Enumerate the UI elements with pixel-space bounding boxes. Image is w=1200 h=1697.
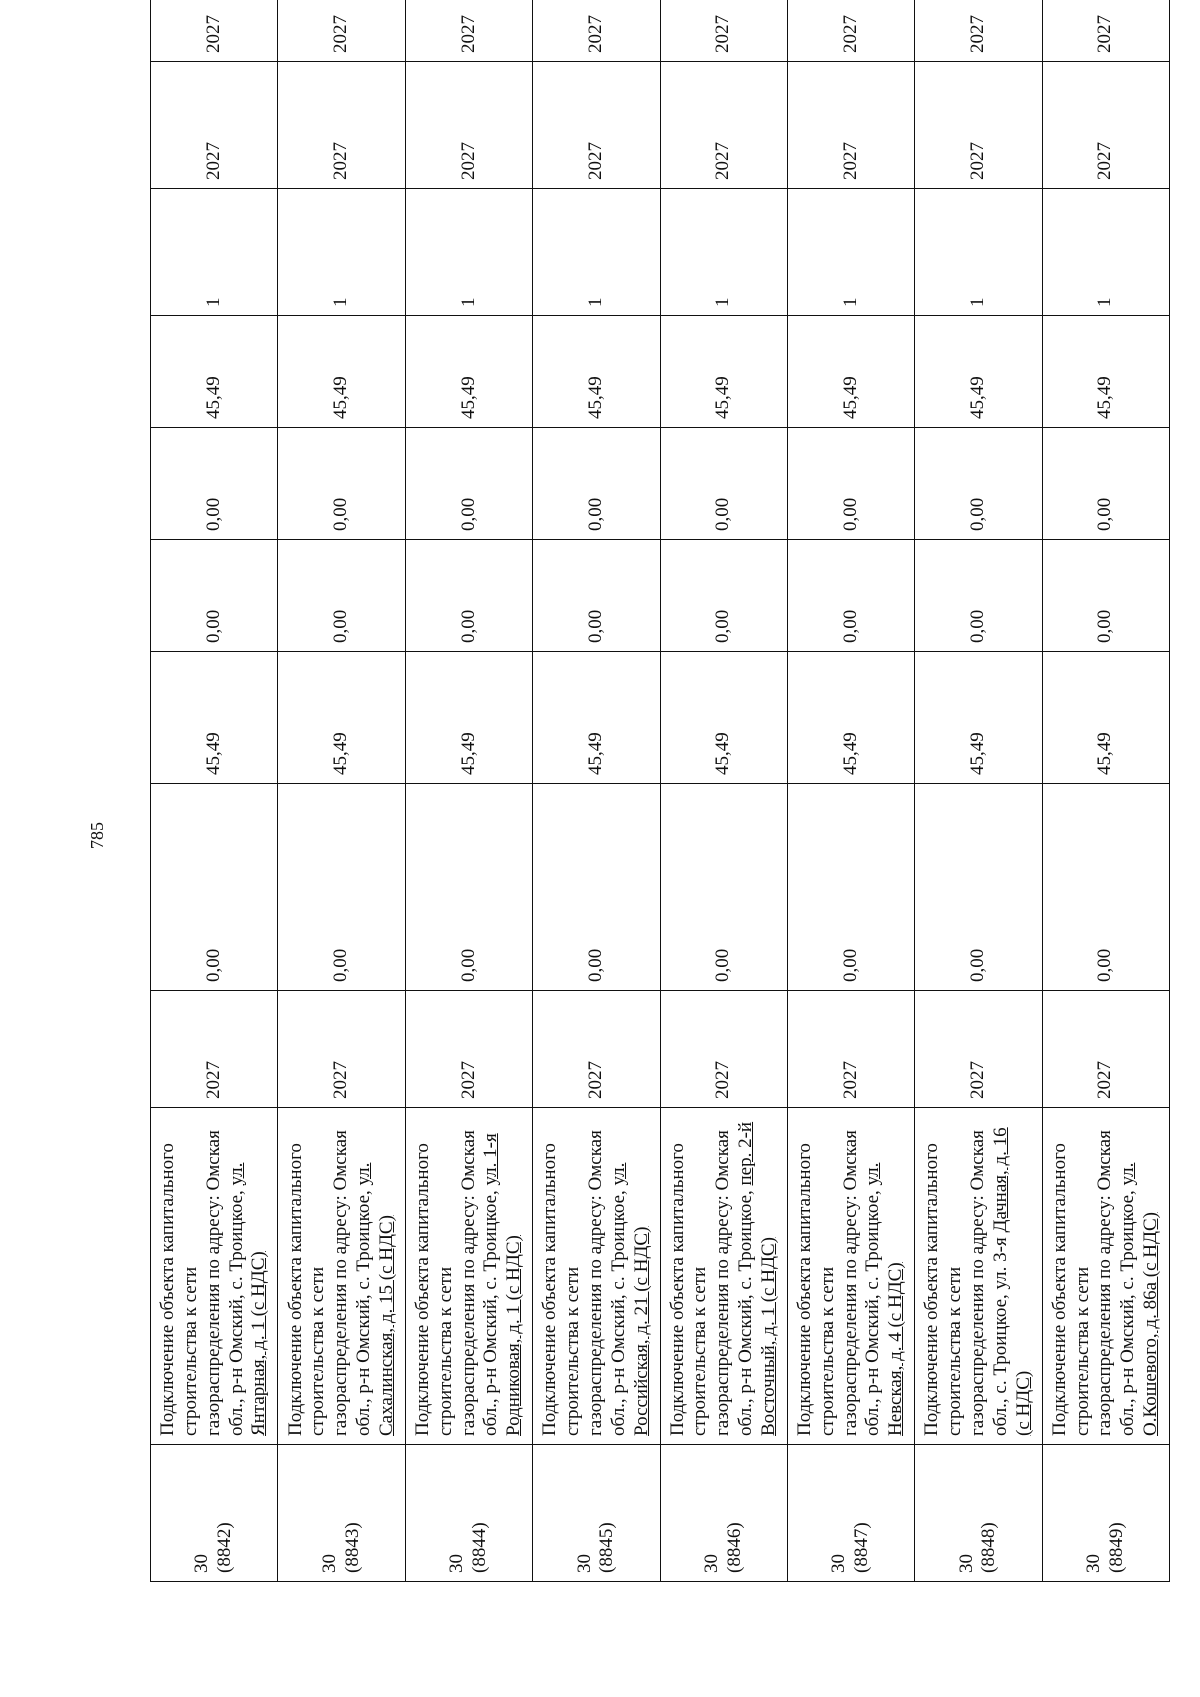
value-cell-5: 45,49 [915,316,1042,428]
description-address-line: ул. Российская, д. 21 (с НДС) [607,1162,652,1436]
year-cell-3: 2027 [915,0,1042,62]
value-cell-2: 45,49 [787,652,914,784]
table-row [278,0,405,1582]
row-code: (8843) [341,1522,363,1573]
row-id-cell [405,1445,532,1582]
year-cell-2: 2027 [405,62,532,189]
count-cell: 1 [533,189,660,316]
value-cell-4: 0,00 [151,428,278,540]
year-cell-2: 2027 [915,62,1042,189]
year-cell-2: 2027 [1042,62,1169,189]
description-text: Подключение объекта капитального строительства к сети газораспределения по адресу: Омская обл., р-н Омский, с. Троицкое, [411,1130,502,1436]
row-id-cell [915,1445,1042,1582]
row-description-cell [787,1108,914,1445]
row-id-cell [278,1445,405,1582]
row-description-cell [1042,1108,1169,1445]
value-cell-3: 0,00 [405,540,532,652]
row-description-cell [278,1108,405,1445]
row-code: (8846) [723,1522,745,1573]
table-row [915,0,1042,1582]
value-cell-3: 0,00 [660,540,787,652]
table-row [787,0,914,1582]
value-cell-2: 45,49 [1042,652,1169,784]
description-text: Подключение объекта капитального строительства к сети газораспределения по адресу: Омская обл., р-н Омский, с. Троицкое, [157,1130,247,1436]
row-code: (8844) [468,1522,490,1573]
description-address-line: пер. 2-й Восточный, д. 1 (с НДС) [735,1121,779,1436]
value-cell-5: 45,49 [787,316,914,428]
row-description-cell [151,1108,278,1445]
value-cell-1: 0,00 [787,784,914,991]
year-cell-3: 2027 [787,0,914,62]
row-code: (8845) [596,1522,618,1573]
row-id: 30 [955,1554,977,1573]
value-cell-1: 0,00 [915,784,1042,991]
year-cell-2: 2027 [533,62,660,189]
row-id-cell [660,1445,787,1582]
row-description-cell [405,1108,532,1445]
value-cell-2: 45,49 [660,652,787,784]
description-address-line: Дачная, д. 16 (с НДС) [989,1127,1034,1436]
count-cell: 1 [915,189,1042,316]
year-cell-2: 2027 [278,62,405,189]
value-cell-2: 45,49 [405,652,532,784]
page-number: 785 [87,822,107,849]
count-cell: 1 [278,189,405,316]
row-year-cell: 2027 [151,991,278,1108]
year-cell-2: 2027 [660,62,787,189]
description-address-line: ул. Сахалинская, д. 15 (с НДС) [352,1162,397,1436]
value-cell-1: 0,00 [278,784,405,991]
value-cell-4: 0,00 [533,428,660,540]
count-cell: 1 [1042,189,1169,316]
description-address-line: ул. О.Кошевого, д. 86а (с НДС) [1117,1162,1161,1436]
value-cell-3: 0,00 [1042,540,1169,652]
row-id: 30 [573,1554,595,1573]
rotated-table-container [150,15,1170,1582]
row-id: 30 [318,1554,340,1573]
row-description-cell [915,1108,1042,1445]
row-id: 30 [1083,1554,1105,1573]
description-text: Подключение объекта капитального строительства к сети газораспределения по адресу: Омская обл., р-н Омский, с. Троицкое, [539,1130,629,1436]
row-description-cell [660,1108,787,1445]
description-address-line: ул. Янтарная, д. 1 (с НДС) [225,1162,270,1436]
year-cell-3: 2027 [533,0,660,62]
description-text: Подключение объекта капитального строительства к сети газораспределения по адресу: Омская обл., р-н Омский, с. Троицкое, [794,1130,884,1436]
value-cell-1: 0,00 [1042,784,1169,991]
investment-table [150,0,1170,1582]
value-cell-4: 0,00 [278,428,405,540]
value-cell-3: 0,00 [151,540,278,652]
value-cell-5: 45,49 [1042,316,1169,428]
year-cell-3: 2027 [1042,0,1169,62]
year-cell-2: 2027 [151,62,278,189]
row-description-cell [533,1108,660,1445]
value-cell-2: 45,49 [278,652,405,784]
table-row [405,0,532,1582]
count-cell: 1 [151,189,278,316]
row-year-cell: 2027 [533,991,660,1108]
value-cell-5: 45,49 [151,316,278,428]
description-text: Подключение объекта капитального строительства к сети газораспределения по адресу: Омская обл., р-н Омский, с. Троицкое, [1048,1130,1139,1436]
value-cell-4: 0,00 [1042,428,1169,540]
description-address-line: ул. Невская, д. 4 (с НДС) [862,1162,907,1436]
row-id: 30 [446,1554,468,1573]
description-text: Подключение объекта капитального строительства к сети газораспределения по адресу: Омская обл., р-н Омский, с. Троицкое, [666,1130,757,1436]
value-cell-1: 0,00 [660,784,787,991]
value-cell-3: 0,00 [915,540,1042,652]
table-row [1042,0,1169,1582]
year-cell-3: 2027 [151,0,278,62]
value-cell-3: 0,00 [787,540,914,652]
count-cell: 1 [787,189,914,316]
row-year-cell: 2027 [1042,991,1169,1108]
description-text: Подключение объекта капитального строительства к сети газораспределения по адресу: Омская обл., р-н Омский, с. Троицкое, [284,1130,374,1436]
row-code: (8842) [214,1522,236,1573]
value-cell-2: 45,49 [533,652,660,784]
table-row [151,0,278,1582]
value-cell-3: 0,00 [533,540,660,652]
table-row [533,0,660,1582]
row-year-cell: 2027 [660,991,787,1108]
value-cell-4: 0,00 [915,428,1042,540]
value-cell-2: 45,49 [915,652,1042,784]
value-cell-1: 0,00 [405,784,532,991]
row-year-cell: 2027 [278,991,405,1108]
value-cell-1: 0,00 [533,784,660,991]
year-cell-3: 2027 [660,0,787,62]
table-row [660,0,787,1582]
row-id-cell [151,1445,278,1582]
value-cell-5: 45,49 [278,316,405,428]
row-id-cell [787,1445,914,1582]
row-id-cell [533,1445,660,1582]
row-year-cell: 2027 [915,991,1042,1108]
count-cell: 1 [660,189,787,316]
description-address-line: ул. 1-я Родниковая, д. 1 (с НДС) [480,1133,525,1436]
table-body [151,0,1170,1582]
row-year-cell: 2027 [405,991,532,1108]
value-cell-3: 0,00 [278,540,405,652]
year-cell-3: 2027 [278,0,405,62]
value-cell-1: 0,00 [151,784,278,991]
row-year-cell: 2027 [787,991,914,1108]
value-cell-2: 45,49 [151,652,278,784]
row-id: 30 [828,1554,850,1573]
row-code: (8847) [851,1522,873,1573]
year-cell-3: 2027 [405,0,532,62]
row-code: (8849) [1105,1522,1127,1573]
row-id-cell [1042,1445,1169,1582]
row-id: 30 [700,1554,722,1573]
year-cell-2: 2027 [787,62,914,189]
value-cell-4: 0,00 [660,428,787,540]
row-id: 30 [191,1554,213,1573]
row-code: (8848) [978,1522,1000,1573]
value-cell-5: 45,49 [405,316,532,428]
value-cell-5: 45,49 [533,316,660,428]
description-text: Подключение объекта капитального строительства к сети газораспределения по адресу: Омская обл., с. Троицкое, ул. 3-я [921,1130,1011,1436]
value-cell-5: 45,49 [660,316,787,428]
count-cell: 1 [405,189,532,316]
value-cell-4: 0,00 [787,428,914,540]
value-cell-4: 0,00 [405,428,532,540]
